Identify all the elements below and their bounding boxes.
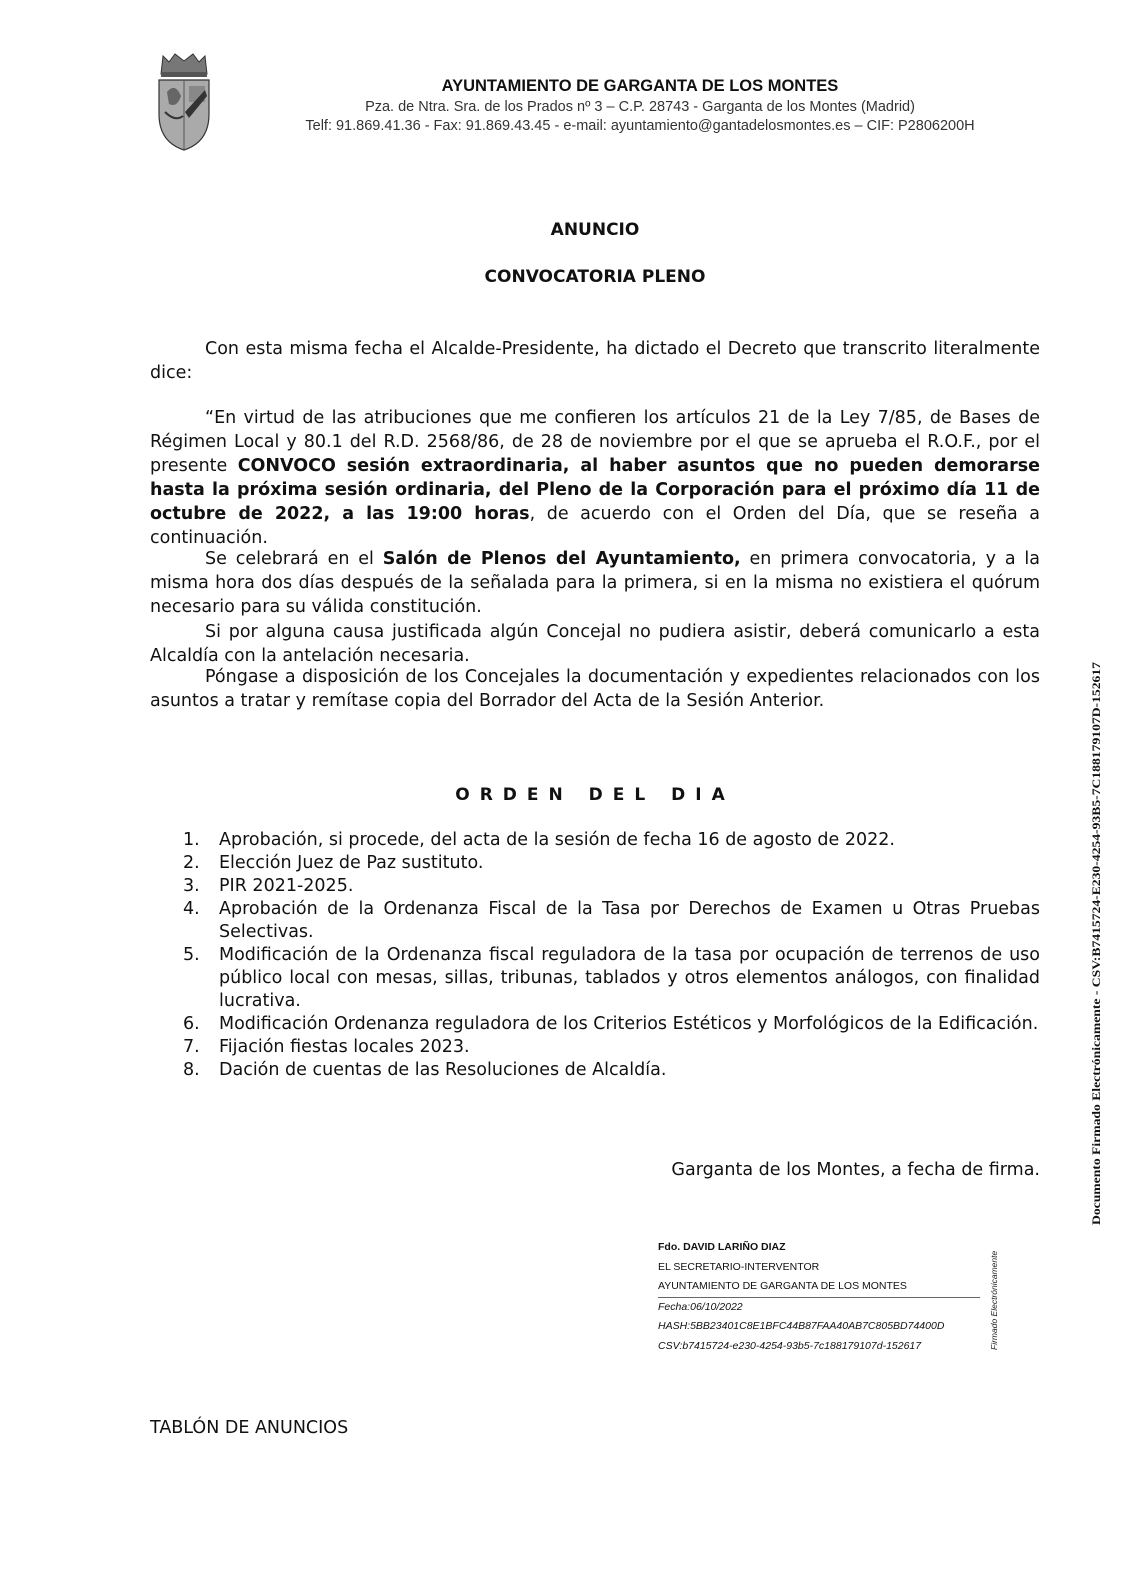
intro-paragraph: Con esta misma fecha el Alcalde-Presidente, ha dictado el Decreto que transcrito literalmente dice: (150, 339, 1040, 383)
side-verification-text: Documento Firmado Electrónicamente - CSV:B7415724-E230-4254-93B5-7C188179107D-152617 (1091, 763, 1103, 1225)
documentation-paragraph: Póngase a disposición de los Concejales la documentación y expedientes relacionados con los asuntos a tratar y remítase copia del Borrador del Acta de la Sesión Anterior. (150, 667, 1040, 711)
list-item (150, 944, 1040, 1013)
decree-paragraph (150, 406, 1040, 550)
heading-anuncio: ANUNCIO (550, 220, 640, 240)
agenda-list (150, 829, 1040, 1082)
list-item (150, 852, 1040, 875)
agenda-text: Modificación Ordenanza reguladora de los Criterios Estéticos y Morfológicos de la Edificación. (219, 1014, 1039, 1034)
agenda-number: 1. (183, 830, 200, 850)
agenda-text: PIR 2021-2025. (219, 876, 354, 896)
agenda-text: Elección Juez de Paz sustituto. (219, 853, 484, 873)
municipal-coat-of-arms-icon (155, 52, 213, 152)
list-item (150, 829, 1040, 852)
signature-csv: CSV:b7415724-e230-4254-93b5-7c188179107d-152617 (658, 1339, 922, 1352)
heading-orden-del-dia: ORDEN DEL DIA (455, 785, 735, 805)
signer-organization: AYUNTAMIENTO DE GARGANTA DE LOS MONTES (658, 1277, 980, 1298)
venue-text-1: Se celebrará en el (205, 549, 383, 569)
absence-paragraph: Si por alguna causa justificada algún Concejal no pudiera asistir, deberá comunicarlo a esta Alcaldía con la antelación necesaria. (150, 622, 1040, 666)
agenda-number: 2. (183, 853, 200, 873)
footer-label: TABLÓN DE ANUNCIOS (150, 1418, 349, 1438)
signature-date: Fecha:06/10/2022 (658, 1300, 743, 1313)
list-item (150, 898, 1040, 944)
signer-role: EL SECRETARIO-INTERVENTOR (658, 1260, 820, 1273)
list-item (150, 875, 1040, 898)
decree-text-2: , de acuerdo con el Orden del Día, que se reseña a continuación. (150, 504, 1040, 548)
side-verification-label (1084, 660, 1106, 1225)
agenda-text: Aprobación de la Ordenanza Fiscal de la Tasa por Derechos de Examen u Otras Pruebas Selectivas. (219, 899, 1040, 942)
venue-text-2: en primera convocatoria, y a la misma hora dos días después de la señalada para la primera, si en la misma no existiera el quórum necesario para su válida constitución. (150, 549, 1040, 617)
signature-hash: HASH:5BB23401C8E1BFC44B87FAA40AB7C805BD74400D (658, 1320, 945, 1332)
list-item (150, 1013, 1040, 1036)
agenda-text: Aprobación, si procede, del acta de la sesión de fecha 16 de agosto de 2022. (219, 830, 895, 850)
institution-contact: Telf: 91.869.41.36 - Fax: 91.869.43.45 - e-mail: ayuntamiento@gantadelosmontes.es – CIF: P2806200H (305, 118, 975, 134)
heading-convocatoria: CONVOCATORIA PLENO (484, 267, 706, 287)
agenda-number: 8. (183, 1060, 200, 1080)
agenda-number: 5. (183, 945, 200, 965)
institution-address: Pza. de Ntra. Sra. de los Prados nº 3 – C.P. 28743 - Garganta de los Montes (Madrid) (365, 99, 915, 115)
agenda-number: 6. (183, 1014, 200, 1034)
signer-name: Fdo. DAVID LARIÑO DIAZ (658, 1241, 786, 1253)
agenda-text: Fijación fiestas locales 2023. (219, 1037, 470, 1057)
venue-paragraph (150, 547, 1040, 619)
agenda-number: 4. (183, 899, 200, 919)
place-and-date: Garganta de los Montes, a fecha de firma. (671, 1160, 1040, 1180)
decree-text-bold: CONVOCO sesión extraordinaria, al haber asuntos que no pueden demorarse hasta la próxima sesión ordinaria, del Pleno de la Corporación para el próximo día 11 de octubre de 2022, a las 19:00 horas (150, 456, 1040, 524)
list-item (150, 1059, 1040, 1082)
agenda-text: Dación de cuentas de las Resoluciones de Alcaldía. (219, 1060, 667, 1080)
institution-title: AYUNTAMIENTO DE GARGANTA DE LOS MONTES (441, 77, 839, 95)
agenda-text: Modificación de la Ordenanza fiscal reguladora de la tasa por ocupación de terrenos de uso público local con mesas, sillas, tribunas, tablados y otros elementos análogos, con finalidad lucrativa. (219, 945, 1040, 1011)
signature-vertical-label (982, 1250, 1004, 1350)
decree-text-1: “En virtud de las atribuciones que me confieren los artículos 21 de la Ley 7/85, de Bases de Régimen Local y 80.1 del R.D. 2568/86, de 28 de noviembre por el que se aprueba el R.O.F., por el presente (150, 408, 1040, 476)
agenda-number: 7. (183, 1037, 200, 1057)
venue-text-bold: Salón de Plenos del Ayuntamiento, (382, 549, 741, 569)
agenda-number: 3. (183, 876, 200, 896)
signature-vertical-text: Firmado Electrónicamente (989, 1250, 999, 1350)
list-item (150, 1036, 1040, 1059)
signature-block (658, 1238, 983, 1356)
